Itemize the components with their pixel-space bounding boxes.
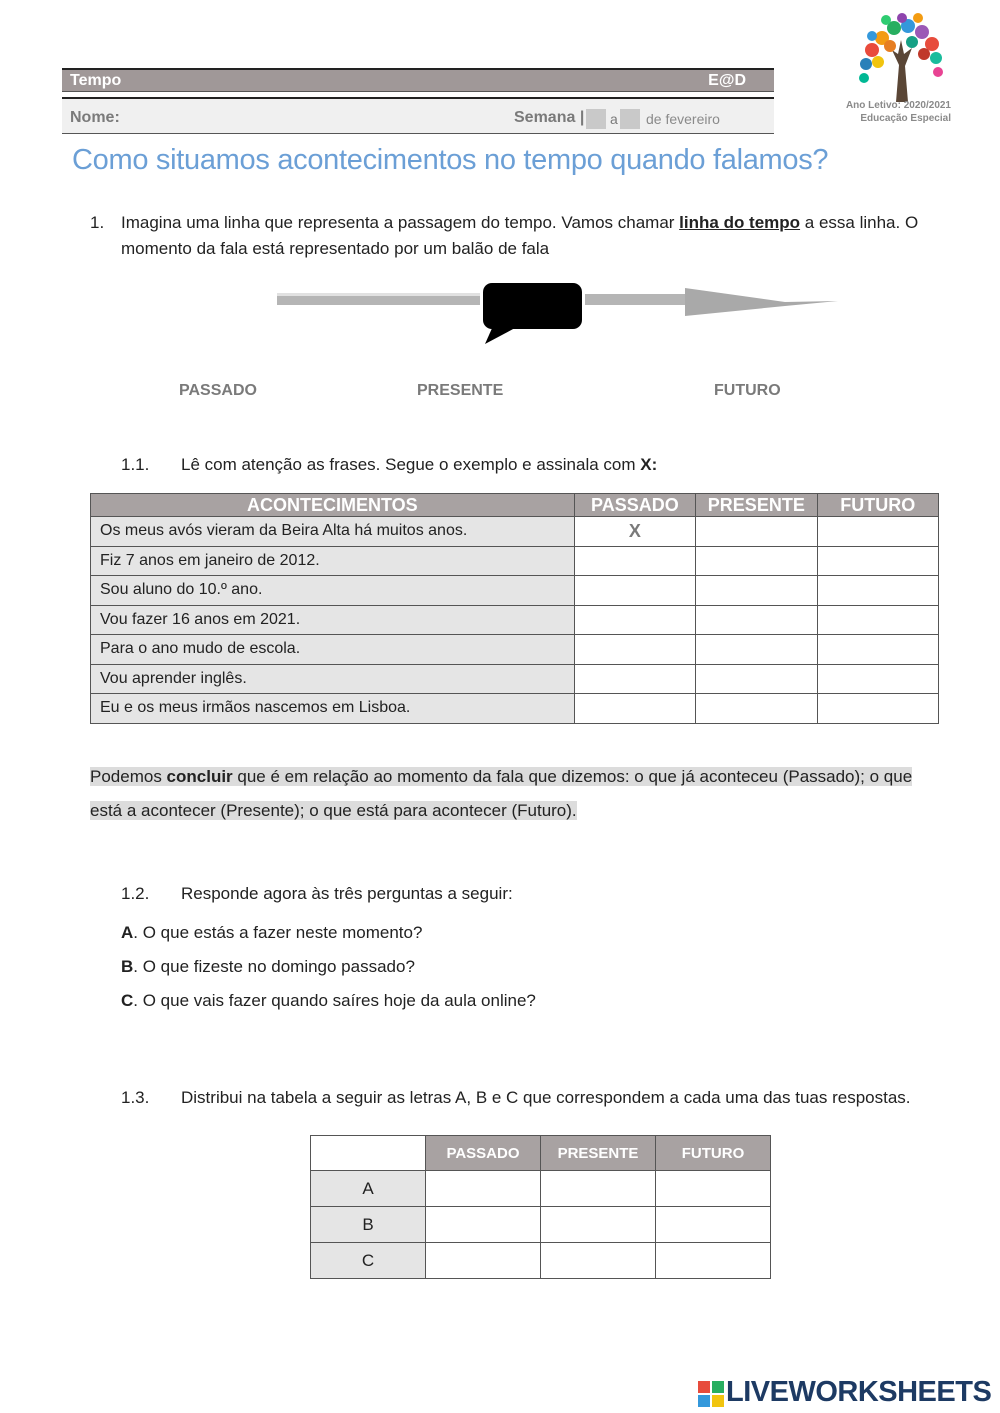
passado-cell[interactable] <box>574 694 695 724</box>
passado-cell[interactable] <box>574 546 695 576</box>
conclusion-after: que é em relação ao momento da fala que dizemos: o que já aconteceu (Passado); o que está a acontecer (Presente); o que está para acontecer (Futuro). <box>90 767 913 820</box>
presente-cell[interactable] <box>696 635 817 665</box>
futuro-cell[interactable] <box>656 1243 771 1279</box>
name-bar <box>62 97 774 134</box>
question-1-2-text: Responde agora às três perguntas a seguir: <box>181 884 513 903</box>
passado-cell[interactable] <box>574 576 695 606</box>
q1-text-bold: linha do tempo <box>679 213 801 232</box>
answers-table <box>310 1135 771 1279</box>
passado-cell[interactable] <box>426 1171 541 1207</box>
conclusion-before: Podemos <box>90 767 167 786</box>
table-row <box>91 605 939 635</box>
question-1-number: 1. <box>90 213 105 232</box>
question-1-1-number: 1.1. <box>121 455 150 474</box>
table-row <box>311 1207 771 1243</box>
table-row <box>311 1171 771 1207</box>
event-cell: Fiz 7 anos em janeiro de 2012. <box>91 546 575 576</box>
question-c-text: . O que vais fazer quando saíres hoje da aula online? <box>133 991 536 1010</box>
presente-cell[interactable] <box>541 1243 656 1279</box>
question-1-1-text <box>181 455 657 475</box>
header-presente: PRESENTE <box>696 494 817 517</box>
presente-cell[interactable] <box>696 546 817 576</box>
row-label: A <box>311 1171 426 1207</box>
table-row <box>91 694 939 724</box>
timeline-arrow <box>275 276 845 348</box>
presente-cell[interactable] <box>541 1207 656 1243</box>
futuro-cell[interactable] <box>817 635 938 665</box>
mes-label: de fevereiro <box>646 111 720 127</box>
futuro-cell[interactable] <box>656 1207 771 1243</box>
question-a-text: . O que estás a fazer neste momento? <box>133 923 423 942</box>
passado-cell[interactable] <box>574 605 695 635</box>
page-title: Como situamos acontecimentos no tempo quando falamos? <box>72 144 829 176</box>
semana-end-field[interactable] <box>620 109 640 129</box>
event-cell: Sou aluno do 10.º ano. <box>91 576 575 606</box>
nome-label: Nome: <box>70 109 120 126</box>
conclusion-text <box>90 760 940 828</box>
presente-cell[interactable] <box>696 576 817 606</box>
header-acontecimentos: ACONTECIMENTOS <box>91 494 575 517</box>
row-label: B <box>311 1207 426 1243</box>
header-passado: PASSADO <box>426 1136 541 1171</box>
futuro-cell[interactable] <box>817 605 938 635</box>
q1-text-before: Imagina uma linha que representa a passagem do tempo. Vamos chamar <box>121 213 680 232</box>
semana-a-label: a <box>610 111 618 127</box>
presente-cell[interactable] <box>696 694 817 724</box>
futuro-cell[interactable] <box>656 1171 771 1207</box>
table-row <box>91 576 939 606</box>
header-presente: PRESENTE <box>541 1136 656 1171</box>
event-cell: Os meus avós vieram da Beira Alta há muitos anos. <box>91 517 575 547</box>
passado-cell[interactable] <box>574 664 695 694</box>
question-1-1 <box>121 455 821 479</box>
passado-cell[interactable] <box>426 1243 541 1279</box>
futuro-cell[interactable] <box>817 664 938 694</box>
question-b-text: . O que fizeste no domingo passado? <box>133 957 415 976</box>
header-bar <box>62 68 774 92</box>
table-row <box>91 664 939 694</box>
q11-text: Lê com atenção as frases. Segue o exemplo e assinala com <box>181 455 641 474</box>
timeline-futuro-label: FUTURO <box>714 382 781 399</box>
event-cell: Para o ano mudo de escola. <box>91 635 575 665</box>
logo-text <box>836 99 951 125</box>
question-c-letter: C <box>121 991 134 1010</box>
question-1-3-number: 1.3. <box>121 1088 150 1107</box>
educacao-especial: Educação Especial <box>860 113 951 124</box>
watermark-text: LIVEWORKSHEETS <box>726 1376 992 1408</box>
table-row <box>91 635 939 665</box>
q11-bold: X: <box>640 455 658 474</box>
event-cell: Vou fazer 16 anos em 2021. <box>91 605 575 635</box>
question-b <box>121 957 415 977</box>
conclusion-bold: concluir <box>166 767 233 786</box>
presente-cell[interactable] <box>696 664 817 694</box>
header-blank <box>311 1136 426 1171</box>
row-label: C <box>311 1243 426 1279</box>
question-a-letter: A <box>121 923 134 942</box>
question-1-2-number: 1.2. <box>121 884 150 903</box>
passado-cell[interactable] <box>574 635 695 665</box>
speech-bubble-icon <box>480 280 585 344</box>
events-table <box>90 493 939 724</box>
question-b-letter: B <box>121 957 134 976</box>
table-row <box>91 517 939 547</box>
futuro-cell[interactable] <box>817 576 938 606</box>
tempo-label: Tempo <box>70 72 122 89</box>
question-c <box>121 991 536 1011</box>
event-cell: Eu e os meus irmãos nascemos em Lisboa. <box>91 694 575 724</box>
presente-cell[interactable] <box>541 1171 656 1207</box>
header-passado: PASSADO <box>574 494 695 517</box>
table-row <box>91 546 939 576</box>
table-row <box>311 1243 771 1279</box>
tree-logo-icon <box>852 10 950 102</box>
ano-letivo: Ano Letivo: 2020/2021 <box>845 100 951 111</box>
timeline-presente-label: PRESENTE <box>417 382 504 399</box>
ead-label: E@D <box>708 72 746 89</box>
futuro-cell[interactable] <box>817 517 938 547</box>
timeline-passado-label: PASSADO <box>179 382 257 399</box>
question-1-text <box>121 210 921 262</box>
question-1-3-text: Distribui na tabela a seguir as letras A, B e C que correspondem a cada uma das tuas respostas. <box>181 1088 911 1107</box>
header-futuro: FUTURO <box>656 1136 771 1171</box>
liveworksheets-logo-icon <box>698 1381 724 1407</box>
semana-start-field[interactable] <box>586 109 606 129</box>
question-1-3 <box>121 1088 941 1112</box>
presente-cell[interactable] <box>696 605 817 635</box>
presente-cell[interactable] <box>696 517 817 547</box>
futuro-cell[interactable] <box>817 546 938 576</box>
q1-text-after: a essa linha. O momento da fala está representado por um balão de fala <box>121 213 919 258</box>
header-futuro: FUTURO <box>817 494 938 517</box>
semana-label: Semana | <box>514 109 585 126</box>
passado-cell[interactable] <box>426 1207 541 1243</box>
passado-cell[interactable]: X <box>574 517 695 547</box>
question-1-2 <box>121 884 821 908</box>
event-cell: Vou aprender inglês. <box>91 664 575 694</box>
futuro-cell[interactable] <box>817 694 938 724</box>
question-a <box>121 923 422 943</box>
